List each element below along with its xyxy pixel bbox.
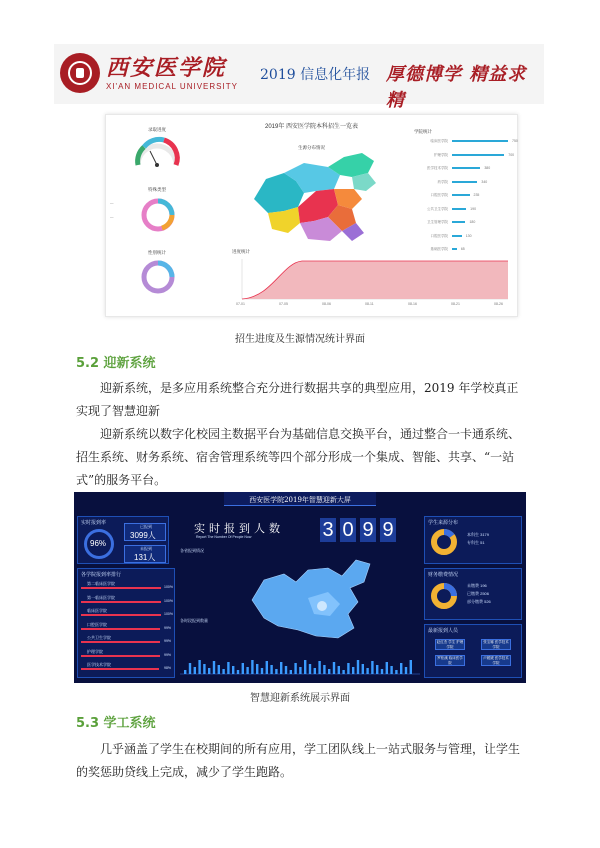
section-heading-5-2: 5.2 迎新系统	[76, 356, 156, 371]
checkin-subtitle: Report The Number Of People Now	[196, 535, 252, 539]
timeline-bar	[314, 668, 316, 674]
section-5-2-paragraph-2: 迎新系统以数字化校园主数据平台为基础信息交换平台，通过整合一卡通系统、招生系统、财务系统、宿舍管理系统等四个部分形成一个集成、智能、共享、“一站式”的服务平台。	[76, 427, 521, 487]
province-map-label: 各省报到情况	[180, 548, 204, 553]
counter-digit: 9	[380, 518, 396, 542]
timeline-chart	[180, 624, 420, 678]
trend-date-tick: 08-16	[408, 302, 417, 306]
university-logo	[54, 48, 254, 100]
ranking-college-name: 临床医学院	[87, 608, 107, 613]
timeline-bar	[318, 661, 320, 674]
trend-date-tick: 07-05	[279, 302, 288, 306]
latest-person-1: 赵红杰 学生 护理学院	[436, 640, 464, 649]
progress-label: 录取进度	[148, 127, 166, 132]
college-stats-label: 学院统计	[414, 129, 432, 134]
college-bar-value: 340	[481, 179, 488, 184]
timeline-bar	[232, 666, 234, 674]
timeline-bar	[290, 670, 292, 674]
timeline-bar	[242, 663, 244, 674]
latest-person-3: 罗松溪 临床医学院	[435, 655, 465, 666]
counter-digit: 0	[340, 518, 356, 542]
college-bar-label: 临床医学院	[430, 139, 448, 143]
figure-caption-welcome: 智慧迎新系统展示界面	[250, 693, 350, 704]
section-5-2-paragraph-1: 迎新系统，是多应用系统整合充分进行数据共享的典型应用，2019 年学校真正实现了智慧迎新	[76, 381, 519, 418]
college-bar	[452, 248, 457, 250]
finance-donut	[429, 581, 459, 611]
latest-person-2: 张宝娜 医学技术学院	[481, 639, 511, 650]
timeline-bar	[381, 669, 383, 674]
timeline-bar	[203, 664, 205, 674]
student-source-donut	[429, 527, 459, 557]
timeline-bar	[198, 660, 200, 674]
ranking-percent: 98%	[164, 666, 172, 670]
timeline-bar	[323, 665, 325, 674]
timeline-bar	[266, 661, 268, 674]
timeline-bar	[246, 667, 248, 674]
admissions-dashboard-screenshot: 2019年 西安医学院本科招生一览表 录取进度 特殊类型 — — 性别统计 生源分布情况 学院统计 临床医学院 750 护理学院 700 医学技术学院 380 药学院 340 口腔医学院 235 公共卫生学院 190 卫生管理学院 180 口腔医学院 130 基础医学院 65 进度统计 07-01 07-05 08-06 08-11 08-16 08-21 08-26	[105, 114, 518, 317]
college-bar	[452, 167, 480, 169]
figure-caption-admissions: 招生进度及生源情况统计界面	[235, 334, 365, 345]
ranking-college-name: 护理学院	[87, 648, 103, 654]
timeline-bar	[222, 669, 224, 674]
timeline-bar	[362, 664, 364, 674]
logo-chinese-name: 西安医学院	[106, 55, 227, 81]
ranking-bar	[81, 655, 160, 657]
china-source-map	[244, 151, 384, 243]
special-type-label: 特殊类型	[148, 187, 166, 192]
timeline-bar	[261, 668, 263, 674]
timeline-bar	[338, 666, 340, 674]
finance-panel: 财务缴费情况 未缴费 196 已缴费 2506 部分缴费 526	[424, 568, 522, 620]
college-bar-value: 700	[508, 152, 515, 157]
college-bar	[452, 235, 462, 237]
ranking-percent: 100%	[164, 598, 173, 603]
trend-label: 进度统计	[232, 249, 250, 254]
timeline-bar	[189, 663, 191, 674]
section-heading-5-3: 5.3 学工系统	[76, 716, 156, 731]
timeline-bar	[299, 667, 301, 674]
special-type-donut	[138, 195, 178, 235]
college-bar	[452, 140, 508, 142]
ranking-bar	[81, 628, 160, 630]
timeline-bar	[227, 662, 229, 674]
college-bar-value: 65	[460, 247, 465, 251]
college-bar-label: 药学院	[437, 179, 448, 184]
progress-gauge	[132, 133, 182, 173]
student-source-panel: 学生来源分布 本科生 3179 专科生 51	[424, 516, 522, 564]
college-bar	[452, 181, 477, 183]
timeline-bar	[395, 670, 397, 674]
timeline-bar	[309, 664, 311, 674]
ranking-bar	[81, 641, 160, 643]
ranking-college-name: 口腔医学院	[87, 621, 107, 627]
timeline-bar	[390, 666, 392, 674]
timeline-bar	[251, 660, 253, 674]
page-header	[54, 44, 544, 111]
ranking-college-name: 第二临床医学院	[87, 581, 115, 586]
ranking-college-name: 医学技术学院	[87, 662, 111, 667]
gender-label: 性别统计	[148, 250, 166, 255]
college-bar-value: 380	[484, 166, 491, 170]
ranking-college-name: 公共卫生学院	[87, 635, 111, 640]
timeline-bar	[304, 660, 306, 674]
welcome-dashboard-screenshot	[74, 492, 526, 683]
college-bar-label: 护理学院	[434, 152, 448, 157]
enrollment-trend-chart	[232, 255, 512, 307]
timeline-bar	[405, 667, 407, 674]
college-bar-value: 130	[465, 233, 472, 238]
logo-english-name: XI'AN MEDICAL UNIVERSITY	[106, 82, 238, 91]
counter-digit: 3	[320, 518, 336, 542]
timeline-bar	[256, 664, 258, 674]
timeline-bar	[410, 660, 412, 674]
timeline-bar	[184, 670, 186, 674]
timeline-bar	[218, 665, 220, 674]
timeline-bar	[333, 662, 335, 674]
latest-checkin-panel: 最新报到人员 赵红杰 学生 护理学院 张宝娜 医学技术学院 罗松溪 临床医学院 卢媛媛 医学技术学院	[424, 624, 522, 678]
trend-date-tick: 08-21	[451, 302, 460, 306]
college-bar-label: 医学技术学院	[427, 166, 448, 170]
gender-donut	[138, 257, 178, 297]
college-bar-value: 180	[469, 220, 476, 224]
timeline-bar	[357, 660, 359, 674]
timeline-bar	[237, 670, 239, 674]
ranking-percent: 99%	[164, 625, 172, 630]
ranking-bar	[81, 601, 161, 603]
college-bar-label: 口腔医学院	[430, 233, 448, 238]
timeline-bar	[400, 663, 402, 674]
latest-person-4: 卢媛媛 医学技术学院	[481, 655, 511, 666]
timeline-bar	[208, 668, 210, 674]
timeline-bar	[342, 670, 344, 674]
timeline-bar	[347, 663, 349, 674]
college-bar	[452, 194, 470, 196]
dashboard-title: 2019年 西安医学院本科招生一览表	[264, 124, 358, 130]
ranking-bar	[81, 614, 161, 616]
ranking-percent: 100%	[164, 585, 173, 589]
ranking-percent: 99%	[164, 652, 172, 657]
ranking-percent: 99%	[164, 639, 172, 643]
college-bar	[452, 221, 465, 223]
timeline-bar	[294, 663, 296, 674]
ranking-college-name: 第一临床医学院	[87, 594, 115, 600]
university-motto: 厚德博学 精益求精	[386, 64, 527, 111]
timeline-bar	[270, 665, 272, 674]
counter-digit: 9	[360, 518, 376, 542]
section-5-3-paragraph-1: 几乎涵盖了学生在校期间的所有应用，学工团队线上一站式服务与管理，让学生的奖惩助贷线上完成，减少了学生跑路。	[76, 742, 521, 779]
college-bar-label: 基础医学院	[430, 247, 448, 251]
timeline-bar	[328, 669, 330, 674]
timeline-bar	[376, 665, 378, 674]
trend-date-tick: 08-26	[494, 302, 503, 306]
university-seal-icon	[60, 53, 100, 93]
college-bar-label: 卫生管理学院	[427, 220, 448, 224]
welcome-dashboard-title: 西安医学院2019年智慧迎新大屏	[249, 496, 351, 504]
checkin-big-title: 实时报到人数	[194, 523, 284, 535]
college-bar-label: 口腔医学院	[430, 193, 448, 197]
trend-date-tick: 08-11	[365, 302, 374, 306]
college-bar	[452, 208, 466, 210]
ranking-percent: 100%	[164, 612, 173, 616]
trend-date-tick: 07-01	[236, 302, 245, 306]
college-ranking-panel: 各学院报到率排行 第二临床医学院 100% 第一临床医学院 100% 临床医学院 100% 口腔医学院 99% 公共卫生学院 99% 护理学院 99% 医学技术学院 98%	[77, 568, 175, 678]
timeline-bar	[285, 666, 287, 674]
college-bar-value: 750	[512, 139, 518, 143]
college-bar-value: 235	[473, 193, 480, 197]
timeline-bar	[366, 668, 368, 674]
report-title: 2019 信息化年报	[260, 67, 371, 83]
timeline-label: 各时段报到数量	[180, 618, 208, 623]
college-bar-label: 公共卫生学院	[427, 206, 448, 211]
college-bar	[452, 154, 504, 156]
ranking-bar	[81, 587, 161, 589]
timeline-bar	[352, 667, 354, 674]
college-bar-value: 190	[470, 206, 477, 211]
timeline-bar	[386, 662, 388, 674]
ranking-bar	[81, 668, 159, 670]
timeline-bar	[275, 669, 277, 674]
trend-date-tick: 08-06	[322, 302, 331, 306]
map-label: 生源分布情况	[298, 145, 325, 150]
realtime-rate-panel: 实时报到率 96% 已报到 3099人 未报到 131人	[77, 516, 169, 564]
timeline-bar	[280, 662, 282, 674]
timeline-bar	[213, 661, 215, 674]
timeline-bar	[371, 661, 373, 674]
timeline-bar	[194, 667, 196, 674]
